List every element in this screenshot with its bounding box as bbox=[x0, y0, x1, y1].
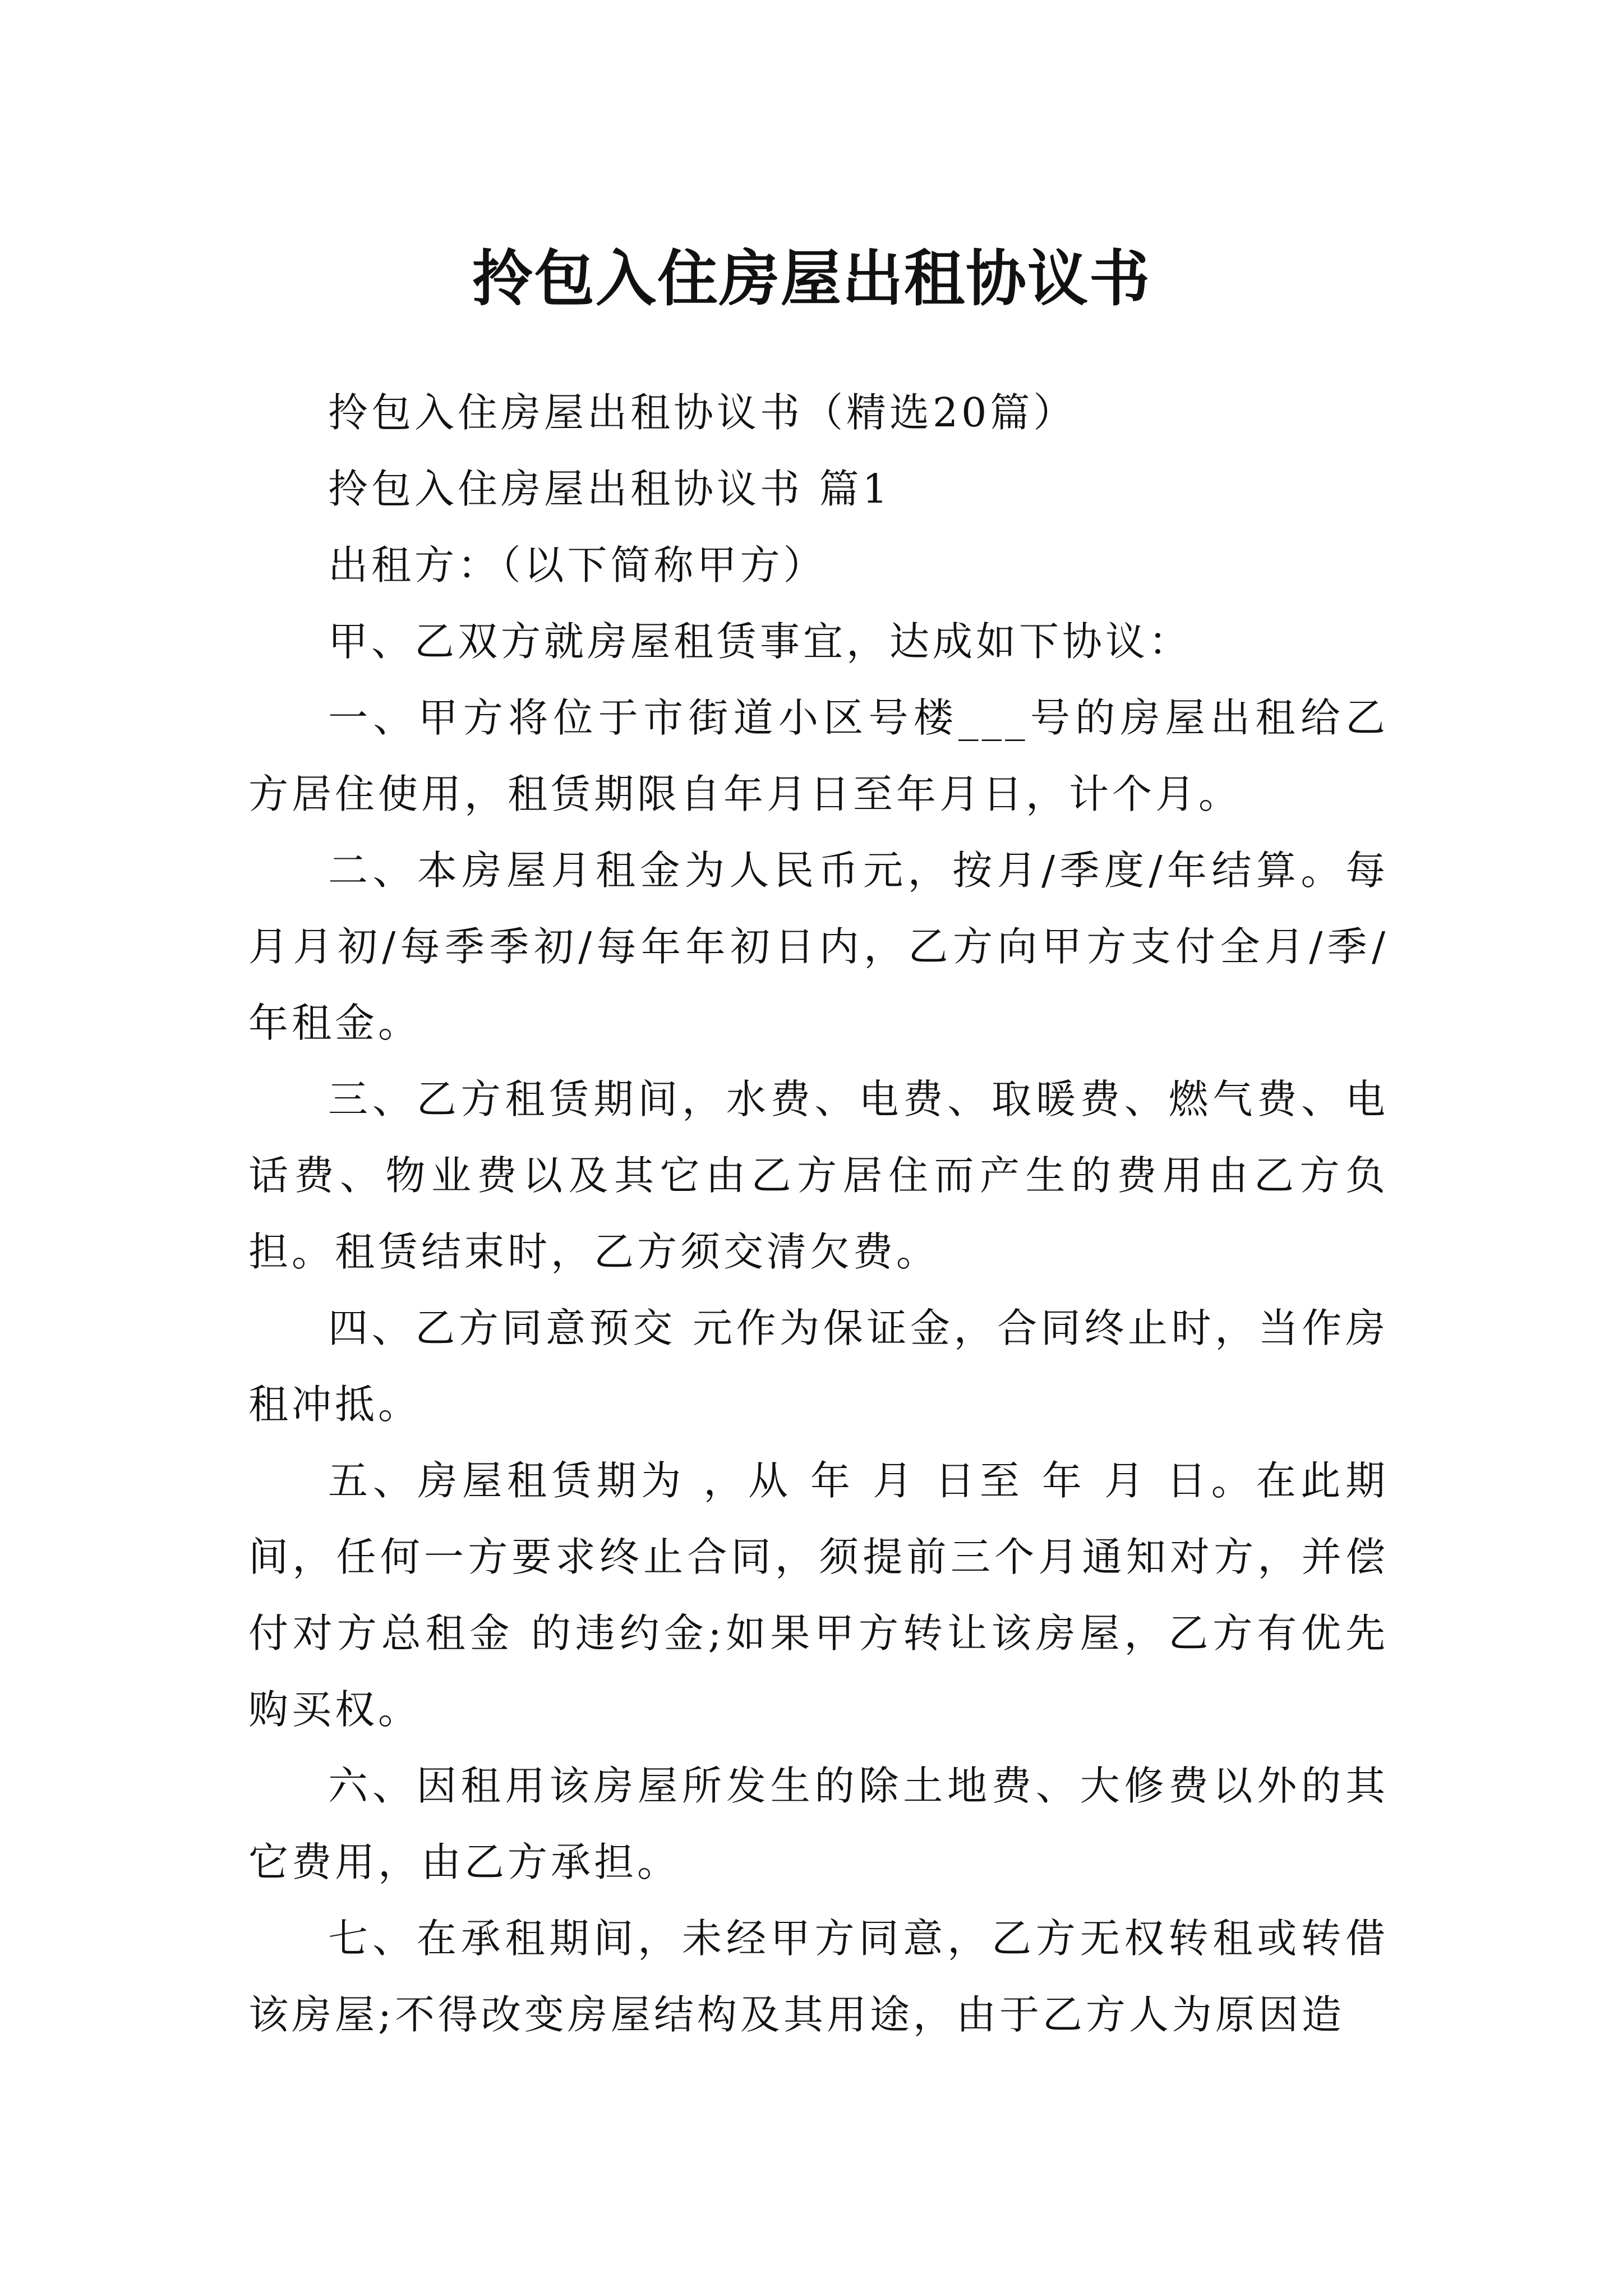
section-heading-paragraph: 拎包入住房屋出租协议书 篇1 bbox=[328, 466, 891, 512]
clause-6-paragraph: 六、因租用该房屋所发生的除土地费、大修费以外的其它费用，由乙方承担。 bbox=[248, 1763, 1389, 1885]
agreement-intro-paragraph: 甲、乙双方就房屋租赁事宜，达成如下协议： bbox=[328, 618, 1192, 665]
clause-5-paragraph: 五、房屋租赁期为 ，从 年 月 日至 年 月 日。在此期间，任何一方要求终止合同，须提前三个月通知对方，并偿付对方总租金 的违约金;如果甲方转让该房屋，乙方有优先购买权。 bbox=[248, 1457, 1389, 1733]
lessor-paragraph: 出租方：（以下简称甲方） bbox=[328, 542, 827, 588]
clause-7-paragraph: 七、在承租期间，未经甲方同意，乙方无权转租或转借该房屋;不得改变房屋结构及其用途，由于乙方人为原因造 bbox=[248, 1915, 1389, 2038]
clause-2-paragraph: 二、本房屋月租金为人民币元，按月/季度/年结算。每月月初/每季季初/每年年初日内，乙方向甲方支付全月/季/年租金。 bbox=[248, 847, 1389, 1046]
clause-1-paragraph: 一、甲方将位于市街道小区号楼___号的房屋出租给乙方居住使用，租赁期限自年月日至年月日，计个月。 bbox=[248, 694, 1389, 817]
subtitle-paragraph: 拎包入住房屋出租协议书（精选20篇） bbox=[328, 389, 1077, 436]
document-title: 拎包入住房屋出租协议书 bbox=[472, 243, 1151, 315]
clause-4-paragraph: 四、乙方同意预交 元作为保证金，合同终止时，当作房租冲抵。 bbox=[248, 1305, 1389, 1428]
document-body bbox=[248, 375, 1389, 2053]
clause-3-paragraph: 三、乙方租赁期间，水费、电费、取暖费、燃气费、电话费、物业费以及其它由乙方居住而产生的费用由乙方负担。租赁结束时，乙方须交清欠费。 bbox=[248, 1076, 1389, 1275]
